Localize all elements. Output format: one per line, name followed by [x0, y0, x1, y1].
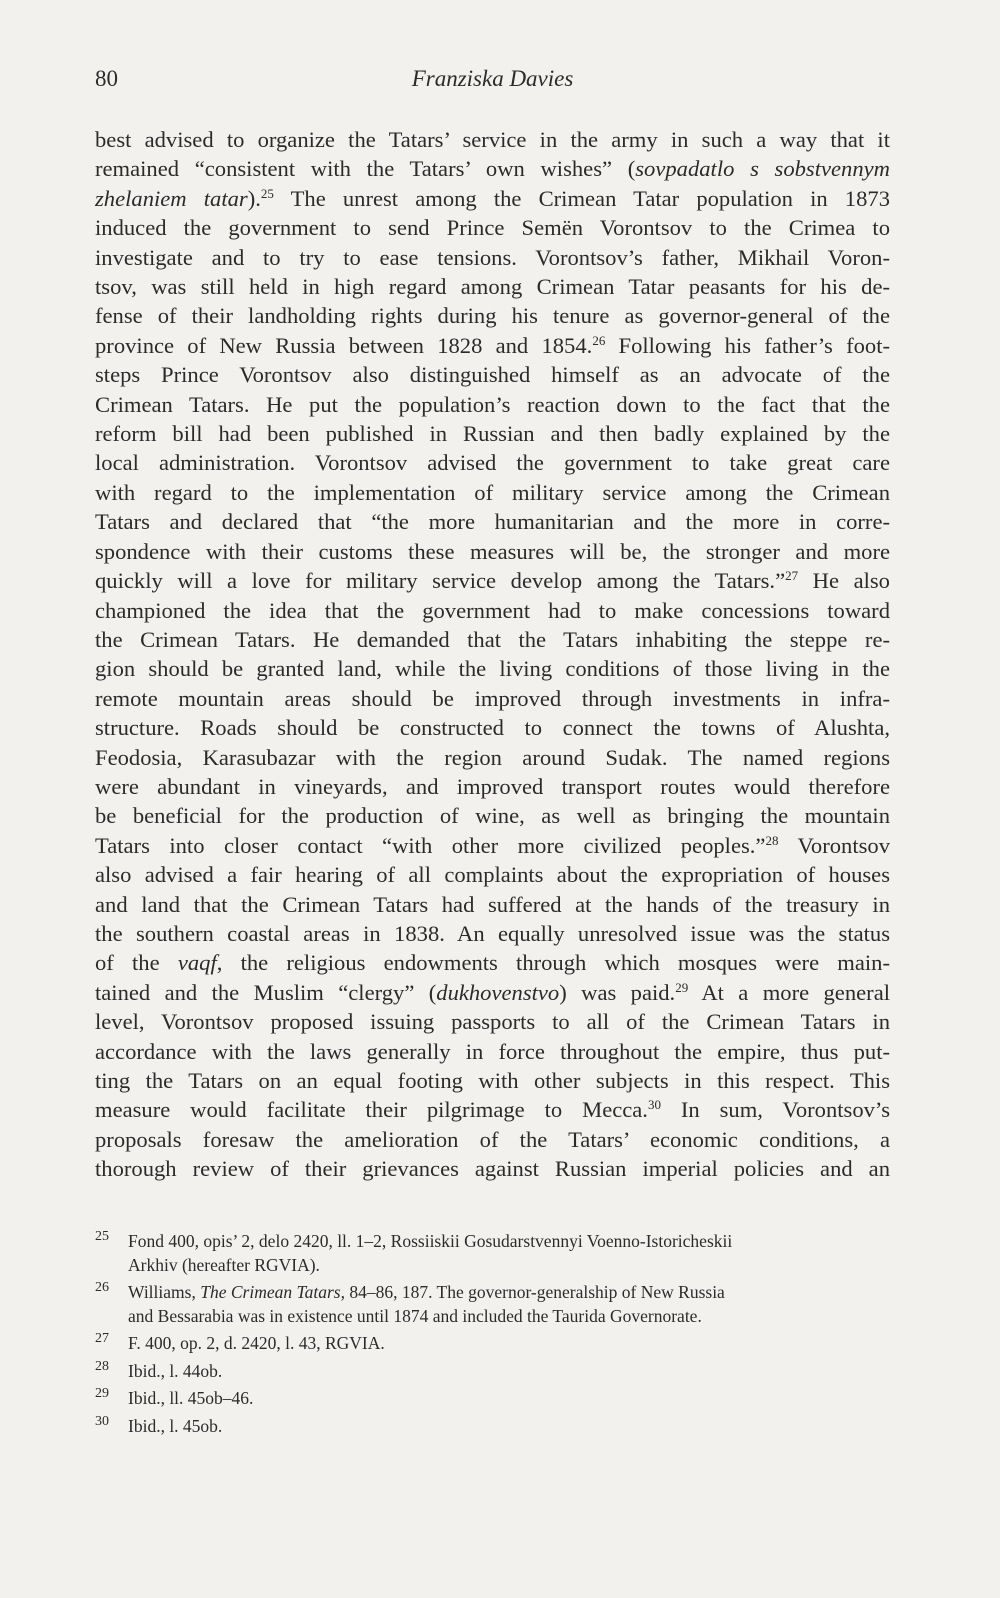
text-line: accordance with the laws generally in force throughout the empire, thus put- [95, 1038, 890, 1064]
footnote-text: F. 400, op. 2, d. 2420, l. 43, RGVIA. [128, 1333, 385, 1353]
footnote-28 [95, 1360, 890, 1384]
footnote-ref[interactable]: 27 [785, 568, 799, 584]
text-line: structure. Roads should be constructed to connect the towns of Alushta, [95, 715, 890, 741]
text-line: spondence with their customs these measures will be, the stronger and more [95, 538, 890, 564]
footnote-ref[interactable]: 25 [260, 185, 274, 201]
text-line: zhelaniem tatar).$^{25}$ The unrest among the Crimean Tatar population in 1873 [95, 185, 890, 211]
italic-term: sovpadatlo s sobstvennym [635, 156, 890, 182]
text-line: remained “consistent with the Tatars’ own wishes” (sovpadatlo s sobstvennym [95, 156, 890, 182]
italic-term: vaqf [177, 950, 217, 976]
page-number: 80 [95, 66, 118, 91]
text-line: tained and the Muslim “clergy” (dukhovenstvo) was paid.$^{29}$ At a more general [95, 979, 890, 1005]
italic-title: The Crimean Tatars, [200, 1282, 345, 1302]
text-line: thorough review of their grievances against Russian imperial policies and an [95, 1156, 890, 1182]
text-line: steps Prince Vorontsov also distinguished himself as an advocate of the [95, 362, 890, 388]
text-line: induced the government to send Prince Semën Vorontsov to the Crimea to [95, 215, 890, 241]
body-text [95, 125, 890, 1184]
paragraph [95, 125, 890, 1184]
footnote-ref[interactable]: 26 [592, 332, 606, 348]
footnote-29 [95, 1387, 890, 1411]
text-line: Feodosia, Karasubazar with the region around Sudak. The named regions [95, 744, 890, 770]
footnote-text: Williams, The Crimean Tatars, 84–86, 187. The governor-generalship of New Russia [128, 1282, 725, 1302]
text-line: province of New Russia between 1828 and 1854.26 Following his father’s foot- [95, 332, 890, 358]
text-line: best advised to organize the Tatars’ service in the army in such a way that it [95, 127, 890, 152]
text-line: gion should be granted land, while the living conditions of those living in the [95, 656, 890, 682]
text-line: proposals foresaw the amelioration of the Tatars’ economic conditions, a [95, 1126, 890, 1152]
text-line: level, Vorontsov proposed issuing passports to all of the Crimean Tatars in [95, 1009, 890, 1035]
text-line: the Crimean Tatars. He demanded that the Tatars inhabiting the steppe re- [95, 626, 890, 652]
footnote-25 [95, 1230, 890, 1277]
footnote-number: 30 [95, 1413, 109, 1429]
footnote-number: 27 [95, 1331, 109, 1346]
text-line: ting the Tatars on an equal footing with other subjects in this respect. This [95, 1068, 890, 1093]
footnote-ref[interactable]: 29 [675, 979, 689, 995]
text-line: of the vaqf, the religious endowments through which mosques were main- [95, 950, 890, 976]
page-header [95, 66, 890, 98]
footnote-30 [95, 1415, 890, 1439]
text-line: fense of their landholding rights during his tenure as governor-general of the [95, 303, 890, 329]
text-line: the southern coastal areas in 1838. An equally unresolved issue was the status [95, 920, 890, 946]
footnote-text: Fond 400, opis’ 2, delo 2420, ll. 1–2, Rossiiskii Gosudarstvennyi Voenno-Istoricheskii [128, 1231, 733, 1251]
text-line: Crimean Tatars. He put the population’s reaction down to the fact that the [95, 391, 890, 417]
footnote-27 [95, 1332, 890, 1356]
text-line: were abundant in vineyards, and improved transport routes would therefore [95, 773, 890, 799]
footnote-text: Arkhiv (hereafter RGVIA). [128, 1254, 320, 1275]
footnote-number: 26 [95, 1280, 109, 1295]
footnote-text: and Bessarabia was in existence until 1874 and included the Taurida Governorate. [128, 1305, 702, 1326]
text-line: measure would facilitate their pilgrimage to Mecca.$^{30}$ In sum, Vorontsov’s [95, 1097, 890, 1123]
footnote-26 [95, 1281, 890, 1328]
running-head: Franziska Davies [411, 66, 574, 91]
text-line: tsov, was still held in high regard among Crimean Tatar peasants for his de- [95, 274, 890, 300]
text-line: championed the idea that the government had to make concessions toward [95, 597, 890, 623]
footnotes [95, 1230, 890, 1442]
footnote-number: 25 [95, 1229, 109, 1244]
italic-term: dukhovenstvo [436, 979, 560, 1005]
footnote-ref[interactable]: 28 [765, 832, 779, 848]
text-line: with regard to the implementation of military service among the Crimean [95, 479, 890, 505]
text-line: also advised a fair hearing of all complaints about the expropriation of houses [95, 862, 890, 888]
footnote-text: Ibid., l. 44ob. [128, 1360, 223, 1381]
footnote-number: 29 [95, 1386, 109, 1401]
text-line: remote mountain areas should be improved through investments in infra- [95, 685, 890, 711]
footnote-ref[interactable]: 30 [647, 1097, 661, 1113]
footnote-number: 28 [95, 1358, 109, 1374]
text-line: investigate and to try to ease tensions. Vorontsov’s father, Mikhail Voron- [95, 244, 890, 270]
text-line: and land that the Crimean Tatars had suffered at the hands of the treasury in [95, 891, 890, 917]
text-line: Tatars into closer contact “with other more civilized peoples.”$^{28}$ Vorontsov [95, 832, 890, 858]
footnote-text: Ibid., l. 45ob. [128, 1415, 223, 1436]
text-line: be beneficial for the production of wine, as well as bringing the mountain [95, 803, 890, 829]
italic-term: zhelaniem tatar [95, 185, 248, 211]
text-line: quickly will a love for military service develop among the Tatars.”$^{27}$ He also [95, 568, 890, 594]
text-line: local administration. Vorontsov advised the government to take great care [95, 450, 890, 476]
text-line: reform bill had been published in Russian and then badly explained by the [95, 421, 890, 447]
text-line: Tatars and declared that “the more humanitarian and the more in corre- [95, 509, 890, 535]
footnote-text: Ibid., ll. 45ob–46. [128, 1388, 254, 1408]
